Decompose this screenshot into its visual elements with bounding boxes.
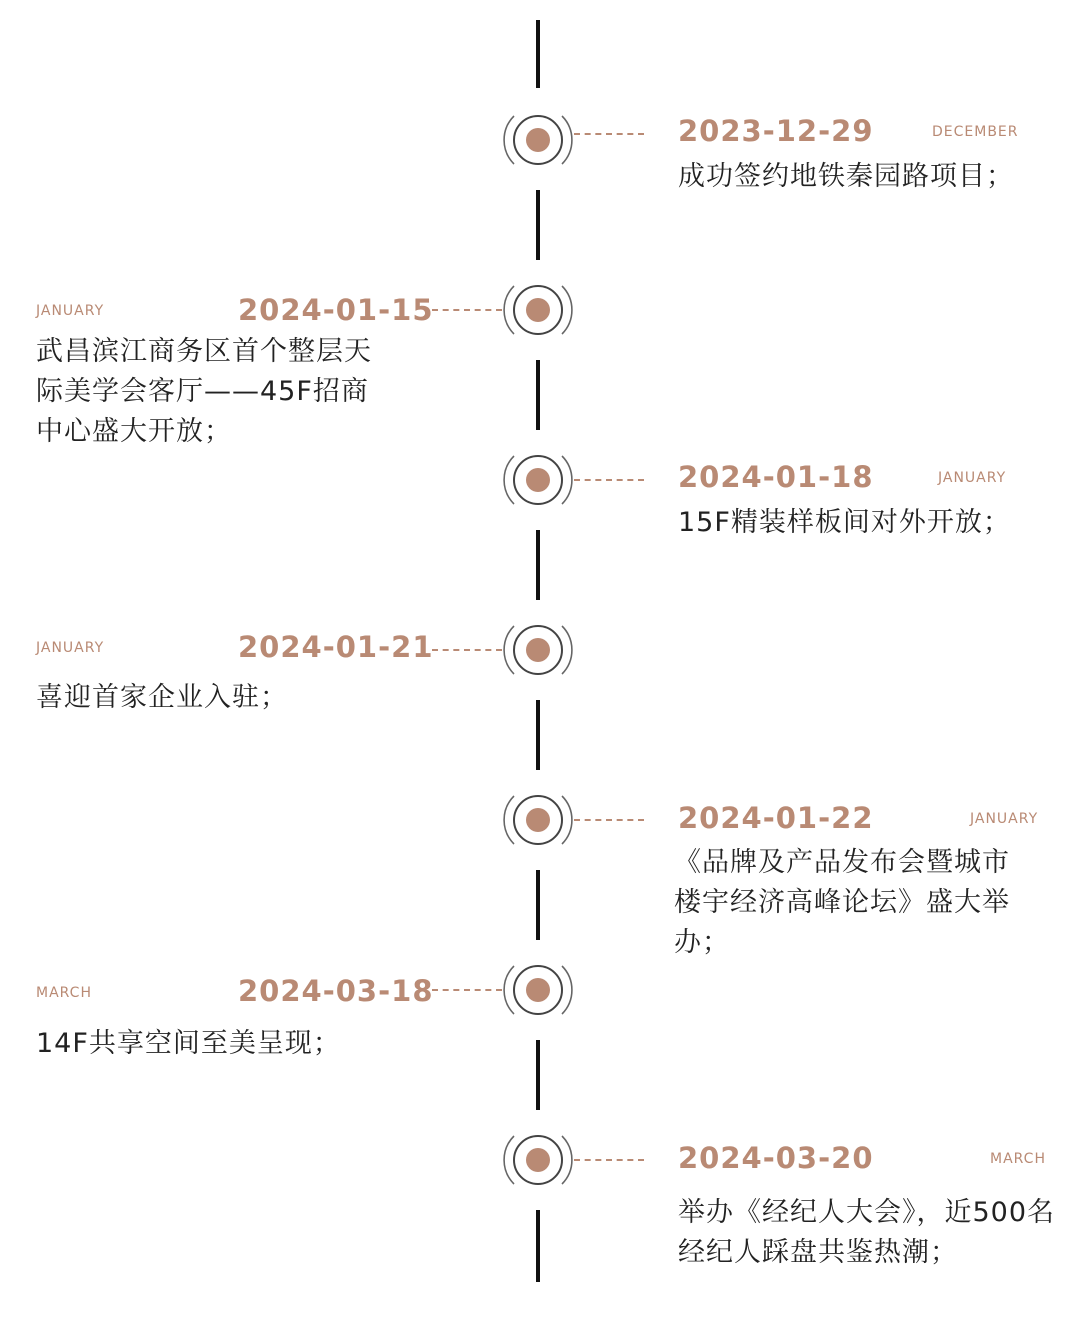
timeline-axis-segment — [536, 20, 540, 88]
description-line: 举办《经纪人大会》，近500名 — [678, 1197, 1056, 1228]
event-date: 2024-01-18 — [678, 460, 874, 494]
event-month: JANUARY — [970, 811, 1039, 827]
event-month: JANUARY — [36, 303, 105, 319]
event-month: DECEMBER — [932, 124, 1019, 140]
connector-dash — [432, 649, 502, 651]
description-line: 成功签约地铁秦园路项目； — [678, 161, 1014, 192]
event-date: 2024-01-22 — [678, 801, 874, 835]
event-description — [36, 678, 288, 718]
description-line: 武昌滨江商务区首个整层天 — [36, 336, 372, 367]
connector-dash — [574, 479, 644, 481]
description-line: 际美学会客厅——45F招商 — [36, 376, 369, 407]
event-date: 2024-03-20 — [678, 1141, 874, 1175]
description-line: 15F精装样板间对外开放； — [678, 507, 1011, 538]
description-line: 14F共享空间至美呈现； — [36, 1028, 341, 1059]
timeline-axis-segment — [536, 190, 540, 260]
description-line: 中心盛大开放； — [36, 416, 232, 447]
connector-dash — [432, 309, 502, 311]
event-description — [674, 843, 1010, 963]
timeline-axis-segment — [536, 1210, 540, 1282]
event-month: JANUARY — [36, 640, 105, 656]
description-line: 楼宇经济高峰论坛》盛大举 — [674, 887, 1010, 918]
connector-dash — [432, 989, 502, 991]
connector-dash — [574, 133, 644, 135]
description-line: 《品牌及产品发布会暨城市 — [674, 847, 1010, 878]
description-line: 办； — [674, 927, 730, 958]
event-month: MARCH — [36, 985, 92, 1001]
event-description — [678, 1193, 1055, 1273]
event-month: MARCH — [990, 1151, 1046, 1167]
event-description — [678, 157, 1014, 197]
event-description — [36, 1024, 341, 1064]
timeline-axis-segment — [536, 700, 540, 770]
event-date: 2024-01-15 — [238, 293, 434, 327]
event-date: 2024-01-21 — [238, 630, 434, 664]
event-description — [678, 503, 1011, 543]
timeline-axis-segment — [536, 360, 540, 430]
timeline-axis-segment — [536, 530, 540, 600]
connector-dash — [574, 819, 644, 821]
connector-dash — [574, 1159, 644, 1161]
timeline-axis-segment — [536, 870, 540, 940]
event-date: 2024-03-18 — [238, 974, 434, 1008]
event-description — [36, 332, 372, 452]
timeline-axis-segment — [536, 1040, 540, 1110]
description-line: 喜迎首家企业入驻； — [36, 682, 288, 713]
description-line: 经纪人踩盘共鉴热潮； — [678, 1237, 958, 1268]
event-month: JANUARY — [938, 470, 1007, 486]
event-date: 2023-12-29 — [678, 114, 874, 148]
